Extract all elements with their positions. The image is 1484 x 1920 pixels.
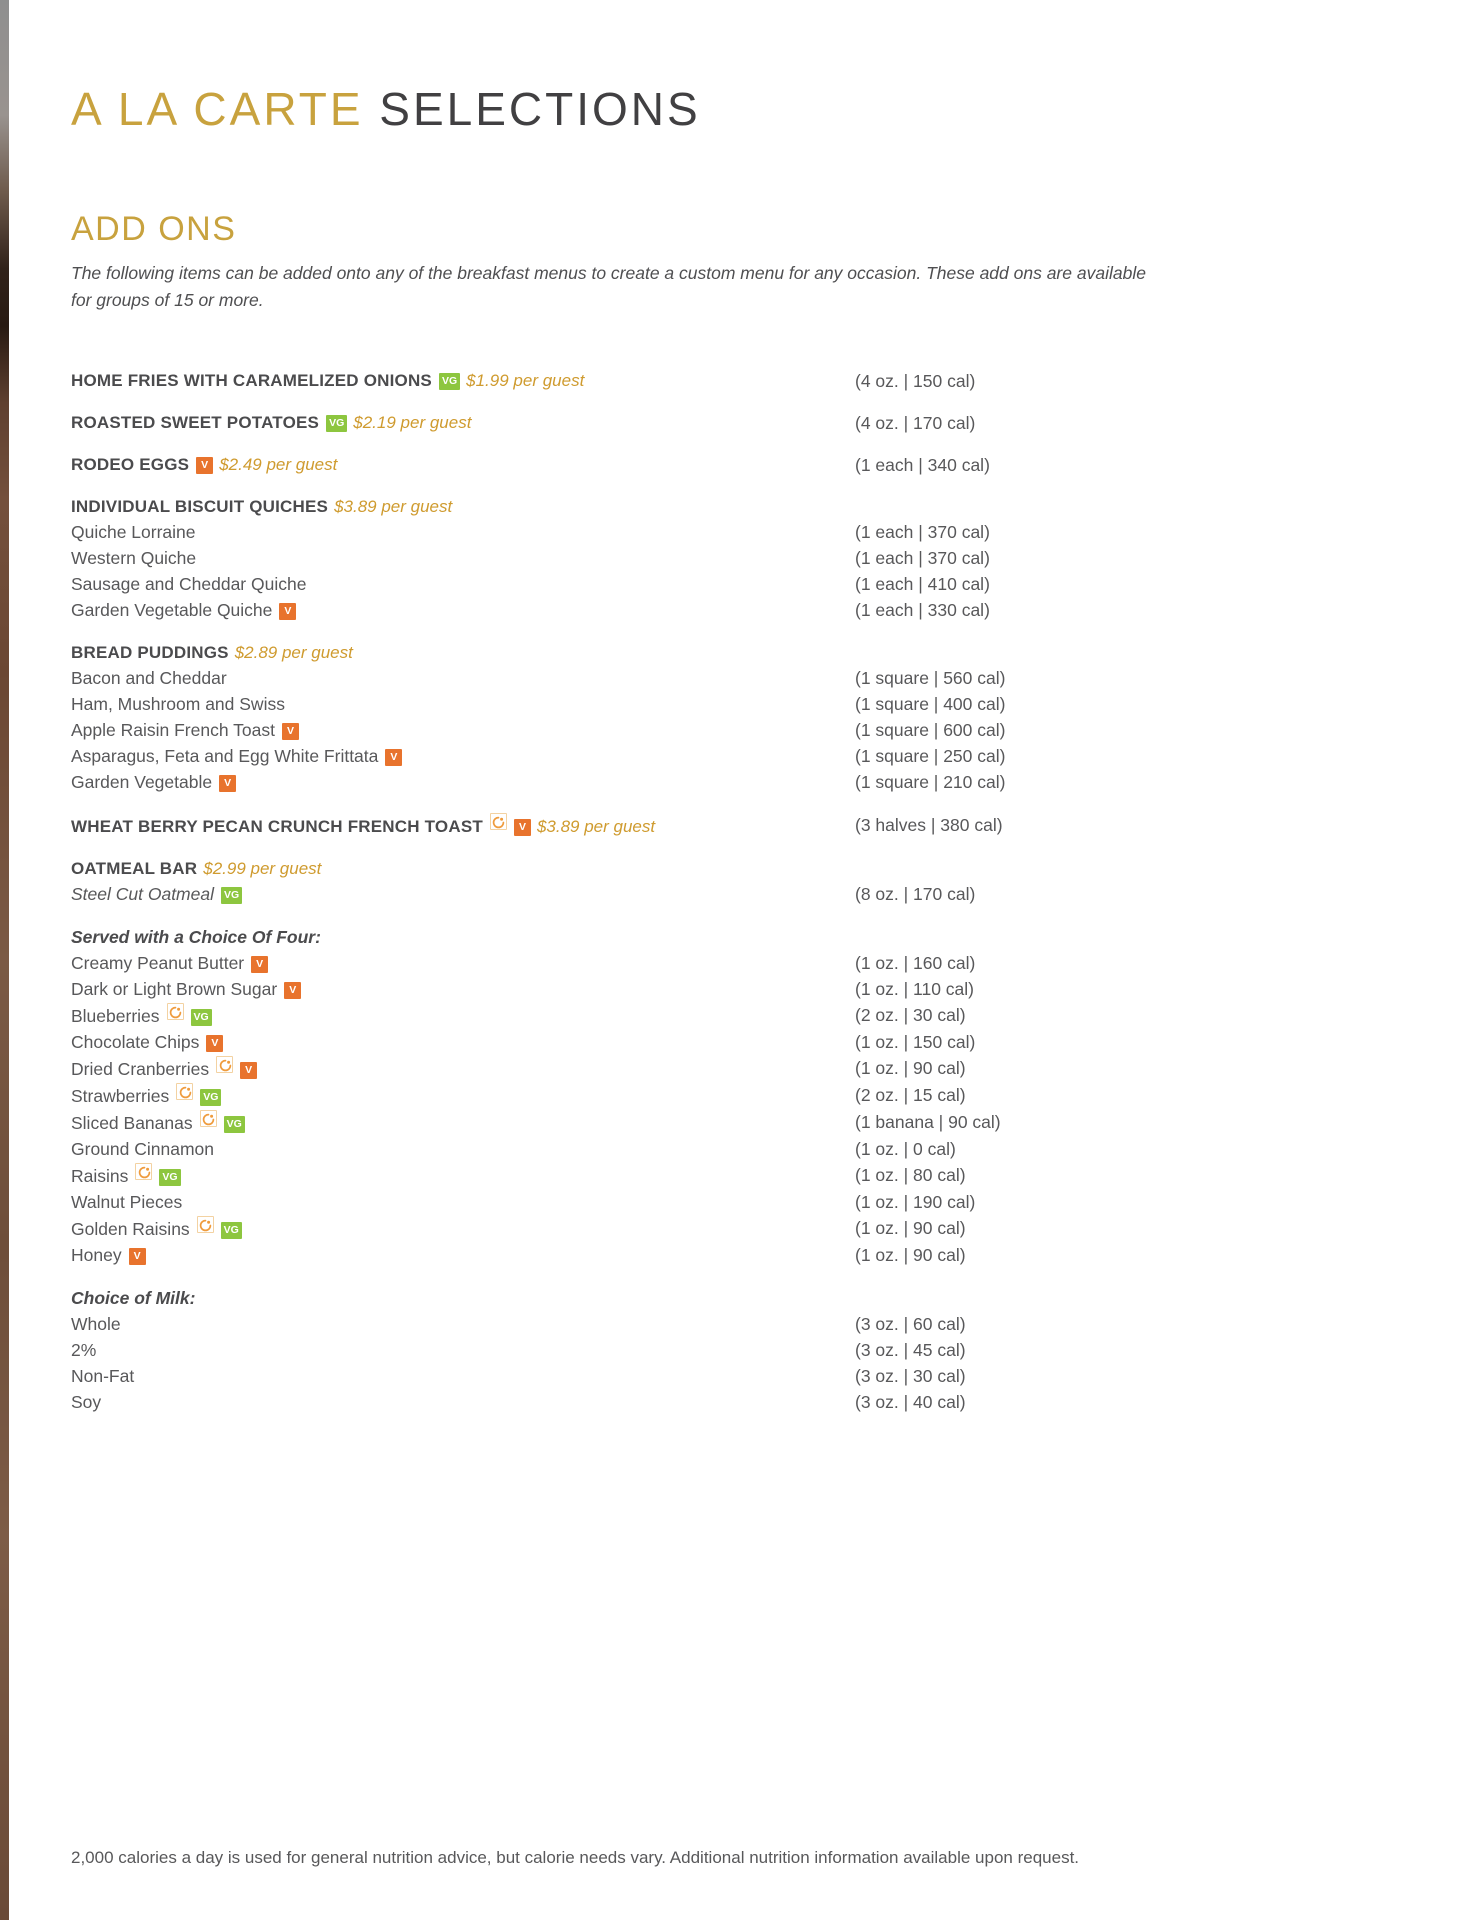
menu-row-left	[71, 744, 855, 770]
menu-row	[71, 1286, 1191, 1312]
menu-row	[71, 641, 1191, 666]
portion-calories: (3 oz. | 60 cal)	[855, 1314, 966, 1334]
menu-row	[71, 744, 1191, 770]
menu-item-name: Chocolate Chips	[71, 1032, 200, 1052]
vegetarian-badge-icon: V	[219, 775, 236, 792]
vegetarian-badge-icon: V	[514, 819, 531, 836]
portion-calories: (1 oz. | 190 cal)	[855, 1192, 976, 1212]
menu-row-left	[71, 369, 855, 394]
price-per-guest: $1.99 per guest	[466, 371, 585, 390]
menu-group-title: OATMEAL BAR	[71, 859, 198, 878]
menu-item-name: Blueberries	[71, 1006, 160, 1026]
menu-row	[71, 977, 1191, 1003]
portion-calories: (1 square | 210 cal)	[855, 772, 1006, 792]
vegetarian-badge-icon: V	[240, 1062, 257, 1079]
menu-row-left	[71, 453, 855, 478]
menu-row	[71, 951, 1191, 977]
vegetarian-badge-icon: V	[251, 956, 268, 973]
vegetarian-badge-icon: V	[279, 603, 296, 620]
page-title-rest: SELECTIONS	[379, 83, 701, 135]
menu-item-name: Quiche Lorraine	[71, 522, 196, 542]
price-per-guest: $2.49 per guest	[219, 455, 338, 474]
price-per-guest: $3.89 per guest	[334, 497, 453, 516]
menu-row	[71, 411, 1191, 436]
page-title-accent: A LA CARTE	[71, 83, 364, 135]
portion-calories	[855, 925, 1191, 951]
portion-calories: (1 oz. | 110 cal)	[855, 979, 974, 999]
portion-calories	[855, 857, 1191, 882]
portion-calories: (1 each | 370 cal)	[855, 522, 990, 542]
vegetarian-badge-icon: V	[284, 982, 301, 999]
menu-item-name: Non-Fat	[71, 1366, 135, 1386]
menu-row-left	[71, 813, 855, 840]
menu-row	[71, 1312, 1191, 1338]
menu-row-left	[71, 951, 855, 977]
menu-item-name: Garden Vegetable	[71, 772, 213, 792]
menu-row	[71, 453, 1191, 478]
menu-item-name: Garden Vegetable Quiche	[71, 600, 273, 620]
portion-calories: (1 oz. | 0 cal)	[855, 1139, 956, 1159]
menu-item-name: Apple Raisin French Toast	[71, 720, 275, 740]
menu-row-left	[71, 1083, 855, 1110]
section-heading-add-ons: ADD ONS	[71, 210, 237, 248]
portion-calories: (1 each | 370 cal)	[855, 548, 990, 568]
menu-row-left	[71, 857, 855, 882]
portion-calories: (1 oz. | 90 cal)	[855, 1058, 966, 1078]
menu-row	[71, 572, 1191, 598]
portion-calories: (1 square | 560 cal)	[855, 668, 1006, 688]
menu-row-left	[71, 925, 855, 951]
menu-group	[71, 453, 1191, 478]
menu-row	[71, 1110, 1191, 1137]
menu-item-name: Soy	[71, 1392, 102, 1412]
portion-calories: (4 oz. | 150 cal)	[855, 371, 976, 391]
vegan-badge-icon: VG	[159, 1169, 180, 1186]
portion-calories: (1 oz. | 80 cal)	[855, 1165, 966, 1185]
menu-item-name: Ground Cinnamon	[71, 1139, 214, 1159]
menu-row	[71, 1190, 1191, 1216]
portion-calories: (1 oz. | 90 cal)	[855, 1218, 966, 1238]
menu-row-left	[71, 520, 855, 546]
menu-item-name: Walnut Pieces	[71, 1192, 183, 1212]
menu-item-name: 2%	[71, 1340, 97, 1360]
menu-group	[71, 925, 1191, 1269]
menu-row	[71, 520, 1191, 546]
portion-calories: (3 oz. | 40 cal)	[855, 1392, 966, 1412]
price-per-guest: $2.89 per guest	[234, 643, 353, 662]
vegan-badge-icon: VG	[439, 373, 460, 390]
menu-row-left	[71, 495, 855, 520]
menu-group	[71, 369, 1191, 394]
vegetarian-badge-icon: V	[282, 723, 299, 740]
section-intro: The following items can be added onto any of the breakfast menus to create a custom menu for any occasion. These add ons are available for groups of 15 or more.	[71, 263, 1146, 310]
page-title	[71, 84, 1191, 134]
portion-calories: (2 oz. | 30 cal)	[855, 1005, 966, 1025]
menu-item-name: Steel Cut Oatmeal	[71, 884, 214, 904]
menu-row	[71, 598, 1191, 624]
menu-row-left	[71, 1243, 855, 1269]
menu-row	[71, 1030, 1191, 1056]
menu-row	[71, 546, 1191, 572]
menu-row-left	[71, 598, 855, 624]
menu-item-name: Ham, Mushroom and Swiss	[71, 694, 285, 714]
menu-item-name: Dried Cranberries	[71, 1059, 210, 1079]
vegan-badge-icon: VG	[191, 1009, 212, 1026]
mindful-icon	[200, 1110, 217, 1127]
menu-row-left	[71, 1137, 855, 1163]
portion-calories: (1 each | 340 cal)	[855, 455, 990, 475]
menu-row	[71, 1163, 1191, 1190]
mindful-icon	[135, 1163, 152, 1180]
menu-row-left	[71, 1216, 855, 1243]
menu-row	[71, 770, 1191, 796]
menu-group	[71, 641, 1191, 796]
menu-row-left	[71, 977, 855, 1003]
menu-group-title: BREAD PUDDINGS	[71, 643, 229, 662]
price-per-guest: $2.99 per guest	[203, 859, 322, 878]
menu-row-left	[71, 692, 855, 718]
menu-row	[71, 692, 1191, 718]
menu-row-left	[71, 1030, 855, 1056]
menu-row-left	[71, 1286, 855, 1312]
menu-row	[71, 1216, 1191, 1243]
price-per-guest: $2.19 per guest	[353, 413, 472, 432]
portion-calories: (1 each | 410 cal)	[855, 574, 990, 594]
menu-row-left	[71, 1110, 855, 1137]
menu-item-name: Golden Raisins	[71, 1219, 190, 1239]
menu-row-left	[71, 1338, 855, 1364]
menu-row-left	[71, 1190, 855, 1216]
mindful-icon	[197, 1216, 214, 1233]
mindful-icon	[176, 1083, 193, 1100]
vegan-badge-icon: VG	[326, 415, 347, 432]
menu-row	[71, 495, 1191, 520]
vegetarian-badge-icon: V	[385, 749, 402, 766]
vegetarian-badge-icon: V	[196, 457, 213, 474]
menu-row-left	[71, 572, 855, 598]
vegan-badge-icon: VG	[224, 1116, 245, 1133]
menu-row	[71, 1056, 1191, 1083]
menu-row-left	[71, 1163, 855, 1190]
mindful-icon	[216, 1056, 233, 1073]
portion-calories: (3 oz. | 45 cal)	[855, 1340, 966, 1360]
menu-row-left	[71, 1312, 855, 1338]
vegan-badge-icon: VG	[221, 887, 242, 904]
menu-row-left	[71, 546, 855, 572]
menu-group-title: WHEAT BERRY PECAN CRUNCH FRENCH TOAST	[71, 817, 483, 836]
menu-row	[71, 1390, 1191, 1416]
menu-row	[71, 1364, 1191, 1390]
menu-row	[71, 925, 1191, 951]
portion-calories	[855, 1286, 1191, 1312]
menu-item-name: Raisins	[71, 1166, 129, 1186]
menu-row	[71, 369, 1191, 394]
menu-row-left	[71, 1364, 855, 1390]
portion-calories: (1 oz. | 90 cal)	[855, 1245, 966, 1265]
menu-item-name: Bacon and Cheddar	[71, 668, 227, 688]
vegan-badge-icon: VG	[200, 1089, 221, 1106]
title-space	[364, 83, 380, 135]
vegetarian-badge-icon: V	[206, 1035, 223, 1052]
portion-calories	[855, 641, 1191, 666]
menu-row	[71, 882, 1191, 908]
menu-row-left	[71, 1003, 855, 1030]
menu-row	[71, 1083, 1191, 1110]
menu-row-left	[71, 666, 855, 692]
menu-row	[71, 813, 1191, 840]
menu-item-name: Creamy Peanut Butter	[71, 953, 245, 973]
menu-groups	[71, 369, 1191, 1416]
vegan-badge-icon: VG	[221, 1222, 242, 1239]
portion-calories: (1 each | 330 cal)	[855, 600, 990, 620]
menu-row	[71, 718, 1191, 744]
menu-item-name: Honey	[71, 1245, 122, 1265]
page-content	[71, 0, 1191, 1433]
portion-calories: (2 oz. | 15 cal)	[855, 1085, 966, 1105]
menu-row-left	[71, 1056, 855, 1083]
menu-row	[71, 666, 1191, 692]
menu-item-name: Asparagus, Feta and Egg White Frittata	[71, 746, 379, 766]
mindful-icon	[490, 813, 507, 830]
menu-row	[71, 1003, 1191, 1030]
portion-calories: (1 banana | 90 cal)	[855, 1112, 1001, 1132]
menu-group	[71, 495, 1191, 624]
menu-item-name: Western Quiche	[71, 548, 197, 568]
portion-calories: (1 oz. | 160 cal)	[855, 953, 976, 973]
menu-row-left	[71, 641, 855, 666]
menu-row	[71, 1137, 1191, 1163]
menu-row-left	[71, 411, 855, 436]
menu-item-name: Dark or Light Brown Sugar	[71, 979, 278, 999]
portion-calories: (8 oz. | 170 cal)	[855, 884, 976, 904]
menu-group	[71, 411, 1191, 436]
menu-item-name: Whole	[71, 1314, 121, 1334]
menu-group	[71, 813, 1191, 840]
menu-row	[71, 1243, 1191, 1269]
nutrition-disclaimer: 2,000 calories a day is used for general nutrition advice, but calorie needs vary. Additional nutrition information available upon request.	[71, 1848, 1080, 1867]
menu-group-title: INDIVIDUAL BISCUIT QUICHES	[71, 497, 329, 516]
portion-calories	[855, 495, 1191, 520]
vegetarian-badge-icon: V	[129, 1248, 146, 1265]
menu-item-name: Sliced Bananas	[71, 1113, 193, 1133]
menu-row-left	[71, 718, 855, 744]
menu-item-name: Sausage and Cheddar Quiche	[71, 574, 307, 594]
menu-group-title: Served with a Choice Of Four:	[71, 927, 321, 947]
menu-row	[71, 1338, 1191, 1364]
menu-group-title: HOME FRIES WITH CARAMELIZED ONIONS	[71, 371, 432, 390]
menu-group-title: Choice of Milk:	[71, 1288, 196, 1308]
menu-row-left	[71, 770, 855, 796]
portion-calories: (1 square | 250 cal)	[855, 746, 1006, 766]
menu-row-left	[71, 1390, 855, 1416]
portion-calories: (3 oz. | 30 cal)	[855, 1366, 966, 1386]
portion-calories: (4 oz. | 170 cal)	[855, 413, 976, 433]
menu-group-title: ROASTED SWEET POTATOES	[71, 413, 320, 432]
menu-group	[71, 1286, 1191, 1416]
menu-item-name: Strawberries	[71, 1086, 170, 1106]
menu-row-left	[71, 882, 855, 908]
portion-calories: (3 halves | 380 cal)	[855, 815, 1003, 835]
menu-group-title: RODEO EGGS	[71, 455, 190, 474]
price-per-guest: $3.89 per guest	[536, 817, 656, 836]
menu-row	[71, 857, 1191, 882]
photo-edge-strip	[0, 0, 9, 1920]
portion-calories: (1 square | 400 cal)	[855, 694, 1006, 714]
portion-calories: (1 square | 600 cal)	[855, 720, 1006, 740]
portion-calories: (1 oz. | 150 cal)	[855, 1032, 976, 1052]
mindful-icon	[167, 1003, 184, 1020]
menu-group	[71, 857, 1191, 908]
